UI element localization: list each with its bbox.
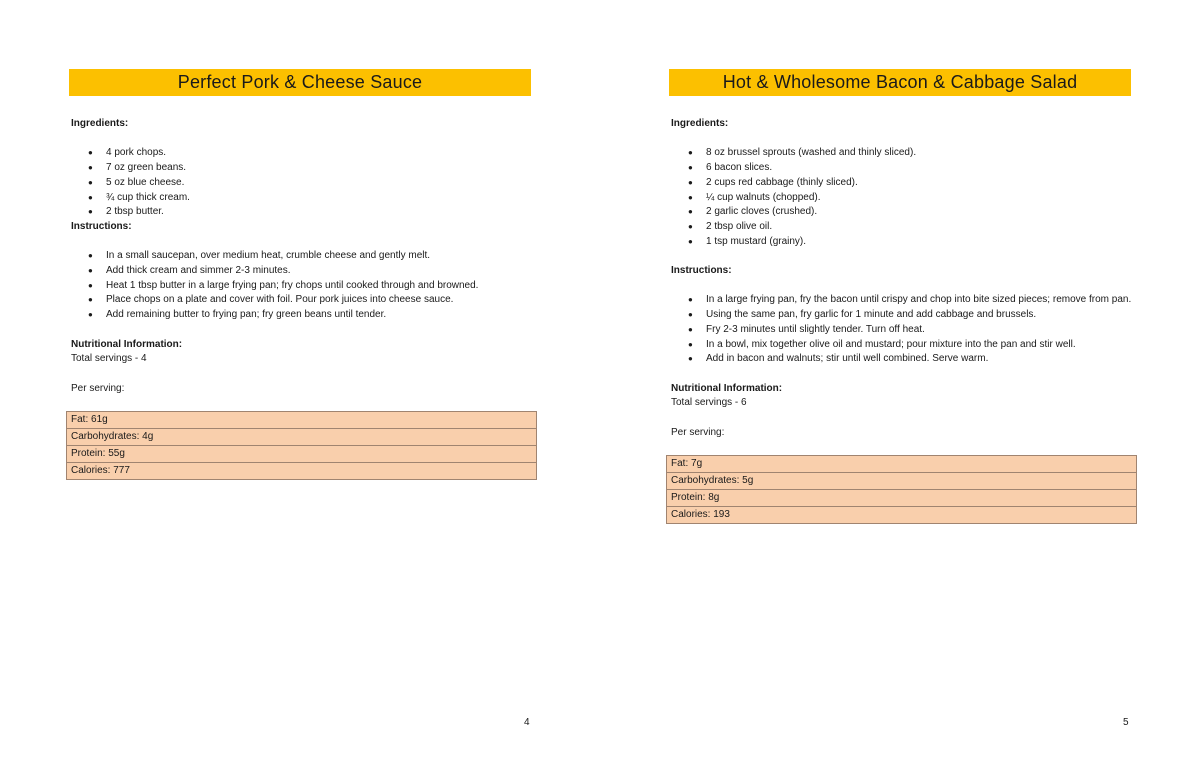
nutrition-table	[666, 455, 1137, 524]
table-cell: Calories: 193	[667, 507, 1137, 524]
list-item: ● 2 tbsp olive oil.	[671, 220, 1151, 235]
list-item: ● Fry 2-3 minutes until slightly tender. Turn off heat.	[671, 323, 1151, 338]
table-cell: Fat: 61g	[67, 411, 537, 428]
recipe-page-right	[600, 0, 1200, 776]
list-item: ● Add thick cream and simmer 2-3 minutes.	[71, 264, 551, 279]
table-row	[667, 490, 1137, 507]
table-cell: Fat: 7g	[667, 456, 1137, 473]
ingredients-heading: Ingredients:	[671, 118, 729, 129]
list-item: ● In a large frying pan, fry the bacon until crispy and chop into bite sized pieces; remove from pan.	[671, 293, 1151, 308]
per-serving-label: Per serving:	[71, 382, 125, 394]
total-servings: Total servings - 4	[71, 353, 147, 365]
table-row	[667, 473, 1137, 490]
recipe-content	[671, 117, 1151, 524]
table-row	[667, 507, 1137, 524]
list-item: ● Using the same pan, fry garlic for 1 minute and add cabbage and brussels.	[671, 308, 1151, 323]
list-item: ● Place chops on a plate and cover with foil. Pour pork juices into cheese sauce.	[71, 293, 551, 308]
table-cell: Carbohydrates: 4g	[67, 428, 537, 445]
list-item: ● Add in bacon and walnuts; stir until well combined. Serve warm.	[671, 352, 1151, 367]
page-number: 5	[1123, 717, 1129, 728]
total-servings: Total servings - 6	[671, 397, 747, 409]
list-item: ● 2 cups red cabbage (thinly sliced).	[671, 176, 1151, 191]
table-row	[67, 445, 537, 462]
list-item: ● In a small saucepan, over medium heat, crumble cheese and gently melt.	[71, 249, 551, 264]
recipe-title: Perfect Pork & Cheese Sauce	[69, 69, 531, 96]
instructions-list	[671, 293, 1151, 367]
recipe-title: Hot & Wholesome Bacon & Cabbage Salad	[669, 69, 1131, 96]
list-item: ● ¾ cup thick cream.	[71, 191, 551, 206]
list-item: ● 7 oz green beans.	[71, 161, 551, 176]
ingredients-list	[71, 146, 551, 220]
list-item: ● 4 pork chops.	[71, 146, 551, 161]
ingredients-list	[671, 146, 1151, 249]
list-item: ● In a bowl, mix together olive oil and mustard; pour mixture into the pan and stir well.	[671, 338, 1151, 353]
list-item: ● Add remaining butter to frying pan; fry green beans until tender.	[71, 308, 551, 323]
page-number: 4	[524, 717, 530, 728]
table-cell: Protein: 8g	[667, 490, 1137, 507]
list-item: ● 6 bacon slices.	[671, 161, 1151, 176]
list-item: ● ¼ cup walnuts (chopped).	[671, 191, 1151, 206]
ingredients-heading: Ingredients:	[71, 118, 129, 129]
nutrition-heading: Nutritional Information:	[671, 382, 783, 394]
table-cell: Calories: 777	[67, 462, 537, 479]
recipe-content	[71, 117, 551, 480]
instructions-heading: Instructions:	[71, 220, 132, 232]
table-row	[67, 411, 537, 428]
per-serving-label: Per serving:	[671, 426, 725, 438]
nutrition-heading: Nutritional Information:	[71, 338, 183, 350]
list-item: ● Heat 1 tbsp butter in a large frying pan; fry chops until cooked through and browned.	[71, 279, 551, 294]
table-cell: Protein: 55g	[67, 445, 537, 462]
instructions-heading: Instructions:	[671, 265, 732, 276]
table-row	[67, 428, 537, 445]
table-row	[667, 456, 1137, 473]
table-cell: Carbohydrates: 5g	[667, 473, 1137, 490]
list-item: ● 1 tsp mustard (grainy).	[671, 235, 1151, 250]
table-row	[67, 462, 537, 479]
instructions-list	[71, 249, 551, 323]
list-item: ● 5 oz blue cheese.	[71, 176, 551, 191]
list-item: ● 2 tbsp butter.	[71, 205, 551, 220]
nutrition-table	[66, 411, 537, 480]
list-item: ● 8 oz brussel sprouts (washed and thinly sliced).	[671, 146, 1151, 161]
list-item: ● 2 garlic cloves (crushed).	[671, 205, 1151, 220]
